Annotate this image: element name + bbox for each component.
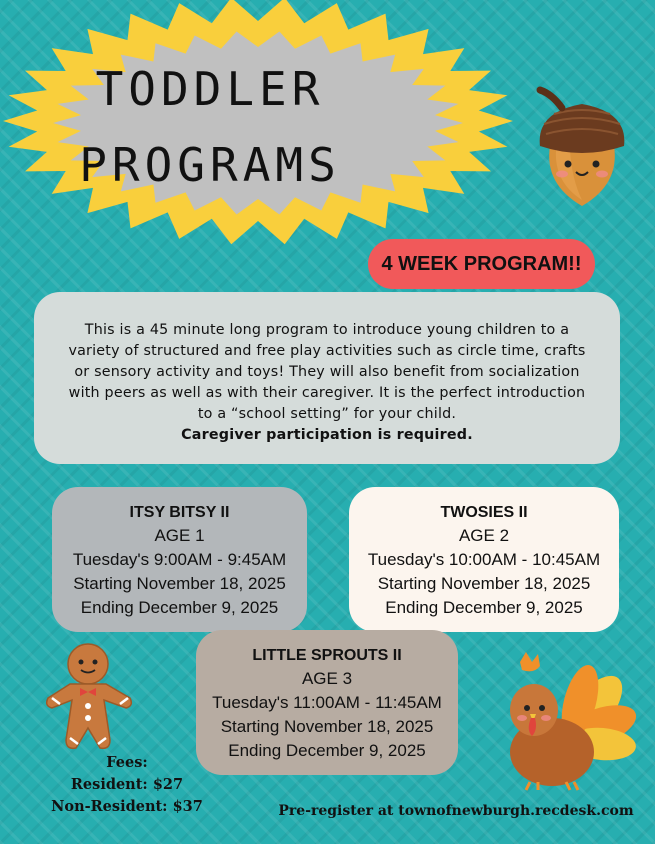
description-line: variety of structured and free play activities such as circle time, crafts [68,343,586,359]
fees-block [38,752,216,818]
caregiver-requirement: Caregiver participation is required. [181,427,473,443]
description-line: with peers as well as with their caregiver. It is the perfect introduction [68,385,586,401]
resident-fee: Resident: $27 [70,776,184,793]
program-name: ITSY BITSY II [129,504,230,521]
program-end: Ending December 9, 2025 [228,741,426,760]
program-time: Tuesday's 10:00AM - 10:45AM [367,550,601,569]
program-end: Ending December 9, 2025 [80,598,279,617]
program-start: Starting November 18, 2025 [377,574,591,593]
program-end: Ending December 9, 2025 [385,598,583,617]
program-time: Tuesday's 11:00AM - 11:45AM [212,693,442,712]
fees-label: Fees: [106,754,148,771]
program-card-twosies [349,487,619,632]
program-start: Starting November 18, 2025 [220,717,434,736]
page-title-line-2: PROGRAMS [79,138,341,192]
program-age: AGE 2 [458,526,510,545]
preregister-text: Pre-register at townofnewburgh.recdesk.com [278,803,634,819]
program-card-little-sprouts [196,630,458,775]
turkey-icon [490,652,640,792]
description-line: or sensory activity and toys! They will also benefit from socialization [74,364,580,380]
program-name: TWOSIES II [440,504,528,521]
program-card-itsy-bitsy [52,487,307,632]
program-description [34,292,620,464]
four-week-badge: 4 WEEK PROGRAM!! [368,239,595,289]
starburst-shape [0,0,520,250]
program-name: LITTLE SPROUTS II [252,647,402,664]
page-title-line-1: TODDLER [95,62,325,116]
description-line: This is a 45 minute long program to introduce young children to a [84,322,570,338]
description-line: to a “school setting” for your child. [197,406,457,422]
program-time: Tuesday's 9:00AM - 9:45AM [72,550,287,569]
program-age: AGE 1 [154,526,205,545]
gingerbread-icon [40,640,140,760]
non-resident-fee: Non-Resident: $37 [51,798,203,815]
acorn-icon [522,84,642,214]
program-age: AGE 3 [301,669,353,688]
program-start: Starting November 18, 2025 [73,574,286,593]
